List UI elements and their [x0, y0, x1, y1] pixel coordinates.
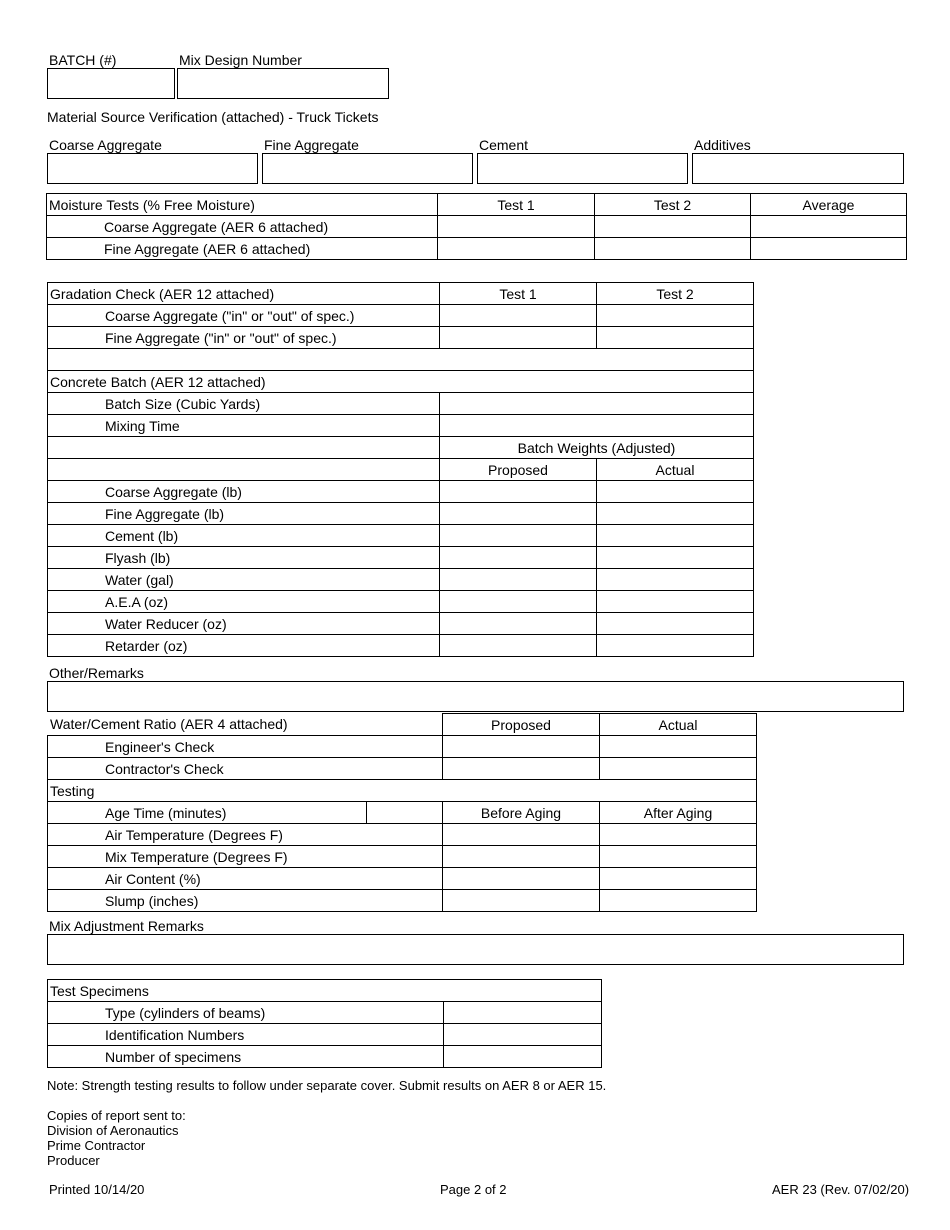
batch-size-input[interactable]	[440, 393, 754, 415]
engineer-check-label: Engineer's Check	[48, 736, 443, 758]
copies-line: Prime Contractor	[47, 1138, 146, 1153]
testing-row: Air Content (%)	[48, 868, 443, 890]
fine-aggregate-label: Fine Aggregate	[264, 137, 359, 153]
table-cell[interactable]	[595, 238, 751, 260]
moisture-table	[46, 193, 907, 260]
material-source-label: Material Source Verification (attached) - Truck Tickets	[47, 109, 379, 125]
table-cell[interactable]	[440, 481, 597, 503]
batch-title: Concrete Batch (AER 12 attached)	[48, 371, 754, 393]
moisture-row-coarse: Coarse Aggregate (AER 6 attached)	[47, 216, 438, 238]
batch-row: Water (gal)	[48, 569, 440, 591]
specimens-row: Number of specimens	[48, 1046, 444, 1068]
gradation-title: Gradation Check (AER 12 attached)	[48, 283, 440, 305]
strength-note: Note: Strength testing results to follow under separate cover. Submit results on AER 8 or AER 15.	[47, 1078, 607, 1093]
printed-date: Printed 10/14/20	[49, 1182, 145, 1197]
mix-design-input[interactable]	[177, 68, 389, 99]
table-cell[interactable]	[440, 305, 597, 327]
table-cell[interactable]	[751, 238, 907, 260]
page-number: Page 2 of 2	[440, 1182, 507, 1197]
specimens-row: Type (cylinders of beams)	[48, 1002, 444, 1024]
batch-label: BATCH (#)	[49, 52, 117, 68]
before-aging-label: Before Aging	[443, 802, 600, 824]
fine-aggregate-input[interactable]	[262, 153, 473, 184]
testing-row: Air Temperature (Degrees F)	[48, 824, 443, 846]
table-cell[interactable]	[443, 846, 600, 868]
copies-line: Division of Aeronautics	[47, 1123, 179, 1138]
mixing-time-input[interactable]	[440, 415, 754, 437]
table-cell[interactable]	[600, 736, 757, 758]
spacer-row	[48, 349, 754, 371]
table-cell	[48, 714, 443, 736]
specimens-title: Test Specimens	[48, 980, 602, 1002]
table-cell[interactable]	[595, 216, 751, 238]
ratio-col-proposed: Proposed	[443, 714, 600, 736]
table-cell	[48, 437, 440, 459]
ratio-col-actual: Actual	[600, 714, 757, 736]
table-cell[interactable]	[443, 868, 600, 890]
table-cell[interactable]	[600, 824, 757, 846]
table-cell[interactable]	[600, 758, 757, 780]
table-cell[interactable]	[443, 890, 600, 912]
copies-line: Producer	[47, 1153, 100, 1168]
table-cell[interactable]	[597, 613, 754, 635]
gradation-batch-table	[47, 282, 754, 657]
form-number: AER 23 (Rev. 07/02/20)	[772, 1182, 910, 1197]
other-remarks-input[interactable]	[47, 681, 904, 712]
testing-title: Testing	[48, 780, 757, 802]
batch-row: Retarder (oz)	[48, 635, 440, 657]
batch-row: A.E.A (oz)	[48, 591, 440, 613]
table-cell[interactable]	[444, 1024, 602, 1046]
contractor-check-label: Contractor's Check	[48, 758, 443, 780]
table-cell[interactable]	[751, 216, 907, 238]
gradation-row-fine: Fine Aggregate ("in" or "out" of spec.)	[48, 327, 440, 349]
gradation-col-test1: Test 1	[440, 283, 597, 305]
additives-label: Additives	[694, 137, 751, 153]
batch-row: Water Reducer (oz)	[48, 613, 440, 635]
moisture-title: Moisture Tests (% Free Moisture)	[47, 194, 438, 216]
moisture-col-test1: Test 1	[438, 194, 595, 216]
table-cell[interactable]	[597, 547, 754, 569]
table-cell[interactable]	[440, 569, 597, 591]
table-cell[interactable]	[597, 503, 754, 525]
moisture-col-test2: Test 2	[595, 194, 751, 216]
table-cell[interactable]	[438, 238, 595, 260]
coarse-aggregate-label: Coarse Aggregate	[49, 137, 162, 153]
age-time-label: Age Time (minutes)	[48, 802, 367, 824]
table-cell[interactable]	[440, 547, 597, 569]
mix-design-label: Mix Design Number	[179, 52, 302, 68]
table-cell[interactable]	[597, 569, 754, 591]
mixing-time-label: Mixing Time	[48, 415, 440, 437]
batch-row: Cement (lb)	[48, 525, 440, 547]
table-cell[interactable]	[438, 216, 595, 238]
specimens-table	[47, 979, 602, 1068]
specimens-row: Identification Numbers	[48, 1024, 444, 1046]
table-cell[interactable]	[597, 481, 754, 503]
copies-title: Copies of report sent to:	[47, 1108, 186, 1123]
table-cell[interactable]	[440, 635, 597, 657]
batch-row: Flyash (lb)	[48, 547, 440, 569]
copies-block	[47, 1108, 186, 1168]
table-cell[interactable]	[597, 327, 754, 349]
table-cell[interactable]	[597, 635, 754, 657]
batch-row: Coarse Aggregate (lb)	[48, 481, 440, 503]
cement-input[interactable]	[477, 153, 688, 184]
table-cell[interactable]	[444, 1046, 602, 1068]
table-cell[interactable]	[444, 1002, 602, 1024]
coarse-aggregate-input[interactable]	[47, 153, 258, 184]
batch-size-label: Batch Size (Cubic Yards)	[48, 393, 440, 415]
table-cell[interactable]	[597, 305, 754, 327]
gradation-row-coarse: Coarse Aggregate ("in" or "out" of spec.)	[48, 305, 440, 327]
batch-row: Fine Aggregate (lb)	[48, 503, 440, 525]
batch-input[interactable]	[47, 68, 175, 99]
mix-adjustment-input[interactable]	[47, 934, 904, 965]
table-cell[interactable]	[443, 824, 600, 846]
table-cell[interactable]	[440, 327, 597, 349]
table-cell[interactable]	[440, 503, 597, 525]
moisture-row-fine: Fine Aggregate (AER 6 attached)	[47, 238, 438, 260]
table-cell[interactable]	[443, 758, 600, 780]
moisture-col-average: Average	[751, 194, 907, 216]
gradation-col-test2: Test 2	[597, 283, 754, 305]
after-aging-label: After Aging	[600, 802, 757, 824]
table-cell[interactable]	[597, 525, 754, 547]
table-cell[interactable]	[600, 868, 757, 890]
age-time-input[interactable]	[367, 802, 443, 824]
testing-row: Mix Temperature (Degrees F)	[48, 846, 443, 868]
ratio-testing-table	[47, 713, 757, 912]
table-cell[interactable]	[600, 846, 757, 868]
ratio-title: Water/Cement Ratio (AER 4 attached)	[50, 716, 288, 732]
table-cell[interactable]	[443, 736, 600, 758]
cement-label: Cement	[479, 137, 529, 153]
testing-row: Slump (inches)	[48, 890, 443, 912]
batch-weights-label: Batch Weights (Adjusted)	[440, 437, 754, 459]
other-remarks-label: Other/Remarks	[49, 665, 144, 681]
table-cell[interactable]	[440, 525, 597, 547]
table-cell[interactable]	[440, 591, 597, 613]
table-cell	[48, 459, 440, 481]
mix-adjustment-label: Mix Adjustment Remarks	[49, 918, 204, 934]
additives-input[interactable]	[692, 153, 904, 184]
batch-col-actual: Actual	[597, 459, 754, 481]
table-cell[interactable]	[440, 613, 597, 635]
table-cell[interactable]	[600, 890, 757, 912]
batch-col-proposed: Proposed	[440, 459, 597, 481]
table-cell[interactable]	[597, 591, 754, 613]
